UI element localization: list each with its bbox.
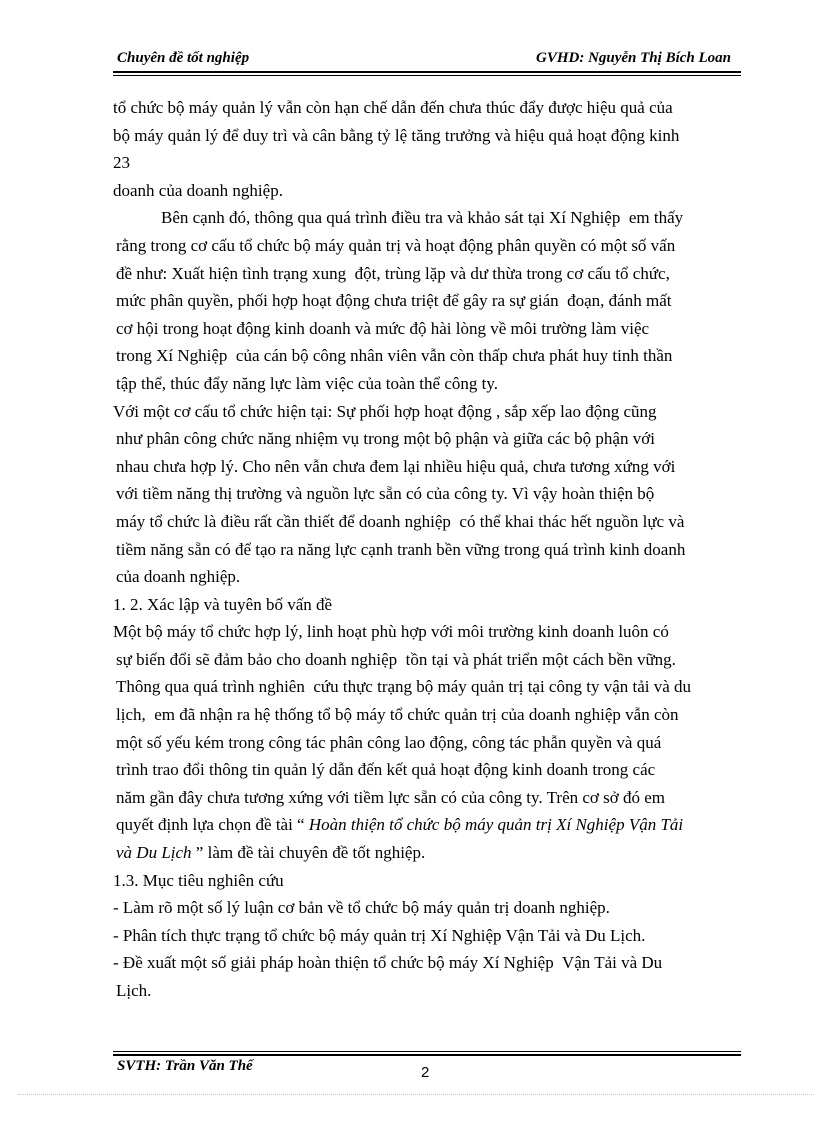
- header-rule-thin: [113, 75, 741, 76]
- bullet-item: - Đề xuất một số giải pháp hoàn thiện tổ chức bộ máy Xí Nghiệp Vận Tải và Du: [113, 953, 663, 973]
- body-line: của doanh nghiệp.: [116, 567, 241, 587]
- bullet-item-continuation: Lịch.: [116, 981, 152, 1000]
- body-line: tiềm năng sẵn có để tạo ra năng lực cạnh tranh bền vững trong quá trình kinh doanh: [116, 539, 686, 559]
- body-line: Thông qua quá trình nghiên cứu thực trạng bộ máy quản trị tại công ty vận tải và du: [116, 677, 692, 697]
- body-line: [113, 811, 743, 839]
- body-line: bộ máy quản lý để duy trì và cân bằng tỷ lệ tăng trưởng và hiệu quả hoạt động kinh: [113, 125, 680, 145]
- page-number: 2: [421, 1064, 430, 1081]
- body-line: mức phân quyền, phối hợp hoạt động chưa triệt để gây ra sự gián đoạn, đánh mất: [116, 291, 672, 311]
- body-line: [113, 839, 743, 867]
- body-line: Một bộ máy tổ chức hợp lý, linh hoạt phù hợp với môi trường kinh doanh luôn có: [113, 622, 669, 642]
- body-line: máy tổ chức là điều rất cần thiết để doanh nghiệp có thể khai thác hết nguồn lực và: [116, 511, 685, 531]
- body-line: như phân công chức năng nhiệm vụ trong một bộ phận và giữa các bộ phận với: [116, 429, 655, 449]
- body-line: nhau chưa hợp lý. Cho nên vẫn chưa đem lại nhiều hiệu quả, chưa tương xứng với: [116, 456, 676, 476]
- header-rule-thick: [113, 71, 741, 73]
- body-line: 23: [113, 153, 130, 173]
- page-header: [113, 46, 741, 72]
- footer-rule-thick: [113, 1054, 741, 1056]
- body-line: trình trao đổi thông tin quản lý dẫn đến kết quả hoạt động kinh doanh trong các: [116, 760, 656, 780]
- body-line: sự biến đổi sẽ đảm bảo cho doanh nghiệp tồn tại và phát triển một cách bền vững.: [116, 649, 676, 669]
- body-text: ” làm đề tài chuyên đề tốt nghiệp.: [191, 843, 426, 863]
- body-line: với tiềm năng thị trường và nguồn lực sẵn có của công ty. Vì vậy hoàn thiện bộ: [116, 484, 655, 504]
- section-heading: 1.3. Mục tiêu nghiên cứu: [113, 870, 284, 890]
- thesis-title-italic: Hoàn thiện tổ chức bộ máy quản trị Xí Nghiệp Vận Tải: [308, 815, 684, 835]
- body-line: Với một cơ cấu tổ chức hiện tại: Sự phối hợp hoạt động , sắp xếp lao động cũng: [113, 401, 657, 421]
- body-line: rằng trong cơ cấu tổ chức bộ máy quản trị và hoạt động phân quyền có một số vấn: [116, 235, 676, 255]
- bullet-item: - Làm rõ một số lý luận cơ bản về tổ chức bộ máy quản trị doanh nghiệp.: [113, 898, 610, 918]
- header-advisor: GVHD: Nguyễn Thị Bích Loan: [535, 50, 731, 66]
- body-line: đề như: Xuất hiện tình trạng xung đột, trùng lặp và dư thừa trong cơ cấu tổ chức,: [116, 263, 670, 283]
- document-body: [113, 94, 743, 1005]
- thesis-title-italic: và Du Lịch: [116, 843, 192, 863]
- page-bottom-dotted-line: [18, 1094, 814, 1095]
- section-heading: 1. 2. Xác lập và tuyên bố vấn đề: [113, 594, 333, 614]
- body-line: trong Xí Nghiệp của cán bộ công nhân viên vẫn còn thấp chưa phát huy tinh thần: [116, 346, 673, 366]
- body-text: quyết định lựa chọn đề tài “: [116, 815, 309, 835]
- body-line: năm gần đây chưa tương xứng với tiềm lực sẵn có của công ty. Trên cơ sở đó em: [116, 787, 666, 807]
- body-line: doanh của doanh nghiệp.: [113, 180, 283, 200]
- body-line: lịch, em đã nhận ra hệ thống tổ bộ máy tổ chức quản trị của doanh nghiệp vẫn còn: [116, 705, 679, 725]
- body-line: tổ chức bộ máy quản lý vẫn còn hạn chế dẫn đến chưa thúc đẩy được hiệu quả của: [113, 98, 673, 117]
- footer-author: SVTH: Trần Văn Thế: [117, 1058, 253, 1074]
- bullet-item: - Phân tích thực trạng tổ chức bộ máy quản trị Xí Nghiệp Vận Tải và Du Lịch.: [113, 925, 646, 945]
- body-line: tập thể, thúc đẩy năng lực làm việc của toàn thể công ty.: [116, 373, 498, 393]
- body-line: một số yếu kém trong công tác phân công lao động, công tác phẫn quyền và quá: [116, 732, 662, 752]
- header-title: Chuyên đề tốt nghiệp: [117, 50, 250, 66]
- body-line: cơ hội trong hoạt động kinh doanh và mức độ hài lòng về môi trường làm việc: [116, 318, 650, 338]
- footer-rule-thin: [113, 1051, 741, 1052]
- body-line: Bên cạnh đó, thông qua quá trình điều tra và khảo sát tại Xí Nghiệp em thấy: [161, 208, 684, 228]
